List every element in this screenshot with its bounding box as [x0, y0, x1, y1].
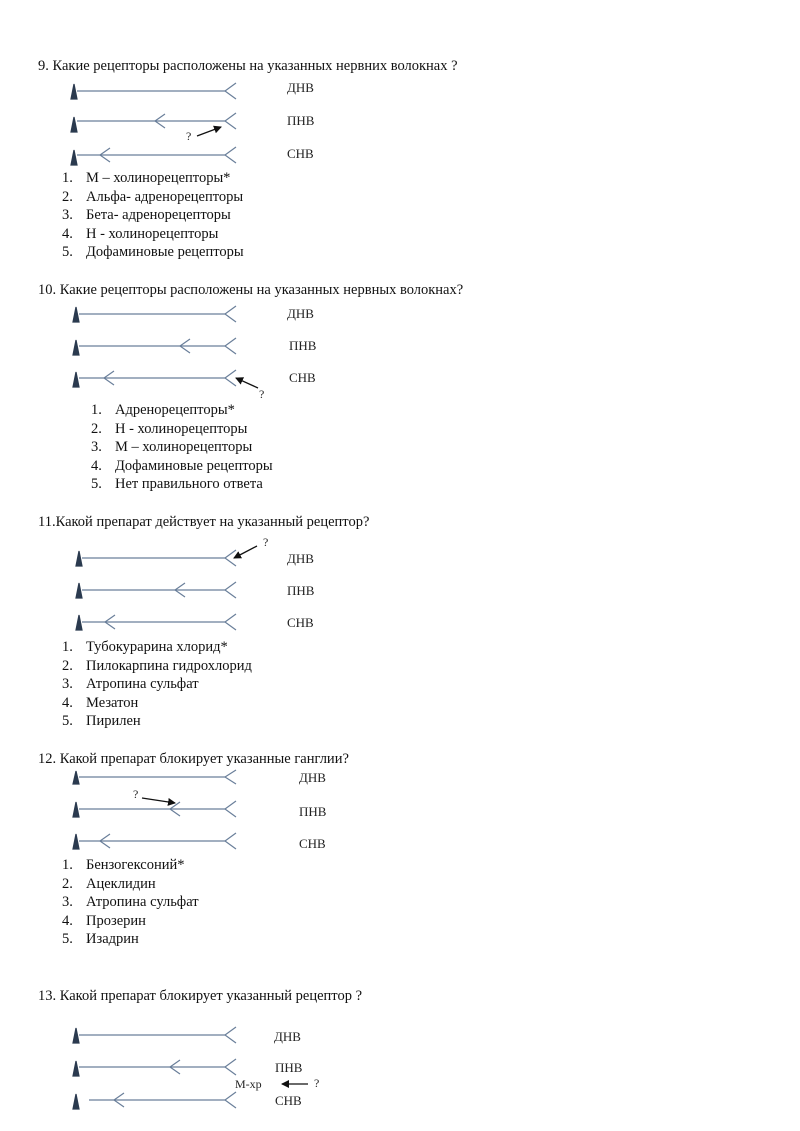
question-9-title: 9. Какие рецепторы расположены на указанных нервних волокнах ?: [38, 58, 458, 74]
question-12-answers: [62, 856, 199, 949]
label-dnv: ДНВ: [299, 770, 326, 785]
fiber-dnv: [73, 306, 236, 322]
label-dnv: ДНВ: [287, 306, 314, 321]
answer-option: 2. Альфа- адренорецепторы: [62, 188, 244, 205]
question-9-diagram: [71, 80, 315, 165]
fiber-snv: [76, 614, 236, 630]
fiber-snv: [73, 370, 236, 387]
answer-option: 4. Мезатон: [62, 694, 139, 711]
answer-option: 5. Дофаминовые рецепторы: [62, 244, 244, 261]
answer-option: 4. Прозерин: [62, 912, 146, 929]
answer-option: 1. М – холинорецепторы*: [62, 170, 231, 186]
label-snv: СНВ: [287, 146, 314, 161]
label-snv: СНВ: [275, 1093, 302, 1108]
question-13-diagram: [73, 1027, 319, 1109]
answer-option: 3. М – холинорецепторы: [91, 439, 253, 456]
receptor-label-m-hr: М-хр: [235, 1077, 262, 1091]
label-snv: СНВ: [289, 370, 316, 385]
fiber-snv: [71, 147, 236, 165]
question-mark: ?: [259, 387, 265, 401]
fiber-pnv: [76, 582, 236, 598]
answer-option: 2. Н - холинорецепторы: [91, 420, 248, 437]
pointer-arrow-icon: [236, 378, 258, 388]
pointer-arrow-icon: [197, 127, 221, 136]
label-snv: СНВ: [299, 836, 326, 851]
fiber-pnv: [73, 1059, 236, 1076]
question-11-answers: [62, 638, 252, 731]
answer-option: 1. Адренорецепторы*: [91, 402, 235, 418]
answer-option: 2. Пилокарпина гидрохлорид: [62, 657, 252, 674]
answer-option: 4. Дофаминовые рецепторы: [91, 457, 273, 474]
answer-option: 4. Н - холинорецепторы: [62, 225, 219, 242]
question-mark: ?: [186, 129, 192, 143]
fiber-snv: [73, 1092, 236, 1109]
fiber-pnv: [73, 801, 236, 817]
label-snv: СНВ: [287, 615, 314, 630]
answer-option: 2. Ацеклидин: [62, 875, 156, 892]
fiber-pnv: [73, 338, 236, 355]
label-pnv: ПНВ: [287, 583, 315, 598]
label-dnv: ДНВ: [287, 551, 314, 566]
label-pnv: ПНВ: [299, 804, 327, 819]
fiber-dnv: [76, 550, 236, 566]
question-mark: ?: [314, 1076, 320, 1090]
answer-option: 3. Атропина сульфат: [62, 676, 199, 693]
label-pnv: ПНВ: [289, 338, 317, 353]
question-mark: ?: [133, 787, 139, 801]
fiber-dnv: [71, 83, 236, 99]
question-10-answers: [91, 401, 273, 494]
question-10-diagram: [73, 306, 317, 401]
question-11-title: 11.Какой препарат действует на указанный рецептор?: [38, 514, 370, 530]
label-dnv: ДНВ: [274, 1029, 301, 1044]
question-11-diagram: [76, 535, 315, 630]
question-9-answers: [62, 169, 244, 262]
fiber-pnv: [71, 113, 236, 132]
question-10-title: 10. Какие рецепторы расположены на указанных нервных волокнах?: [38, 282, 464, 298]
pointer-arrow-icon: [234, 546, 257, 558]
label-pnv: ПНВ: [275, 1060, 303, 1075]
question-13-title: 13. Какой препарат блокирует указанный рецептор ?: [38, 988, 363, 1004]
label-dnv: ДНВ: [287, 80, 314, 95]
answer-option: 3. Бета- адренорецепторы: [62, 207, 231, 224]
answer-option: 5. Нет правильного ответа: [91, 476, 263, 493]
label-pnv: ПНВ: [287, 113, 315, 128]
question-12-diagram: [73, 770, 327, 851]
fiber-dnv: [73, 770, 236, 784]
question-12-title: 12. Какой препарат блокирует указанные ганглии?: [38, 751, 349, 767]
answer-option: 5. Пирилен: [62, 713, 141, 730]
answer-option: 1. Бензогексоний*: [62, 857, 185, 873]
question-mark: ?: [263, 535, 269, 549]
answer-option: 3. Атропина сульфат: [62, 894, 199, 911]
pointer-arrow-icon: [142, 798, 175, 803]
fiber-dnv: [73, 1027, 236, 1043]
answer-option: 1. Тубокурарина хлорид*: [62, 639, 228, 655]
fiber-snv: [73, 833, 236, 849]
answer-option: 5. Изадрин: [62, 931, 139, 948]
